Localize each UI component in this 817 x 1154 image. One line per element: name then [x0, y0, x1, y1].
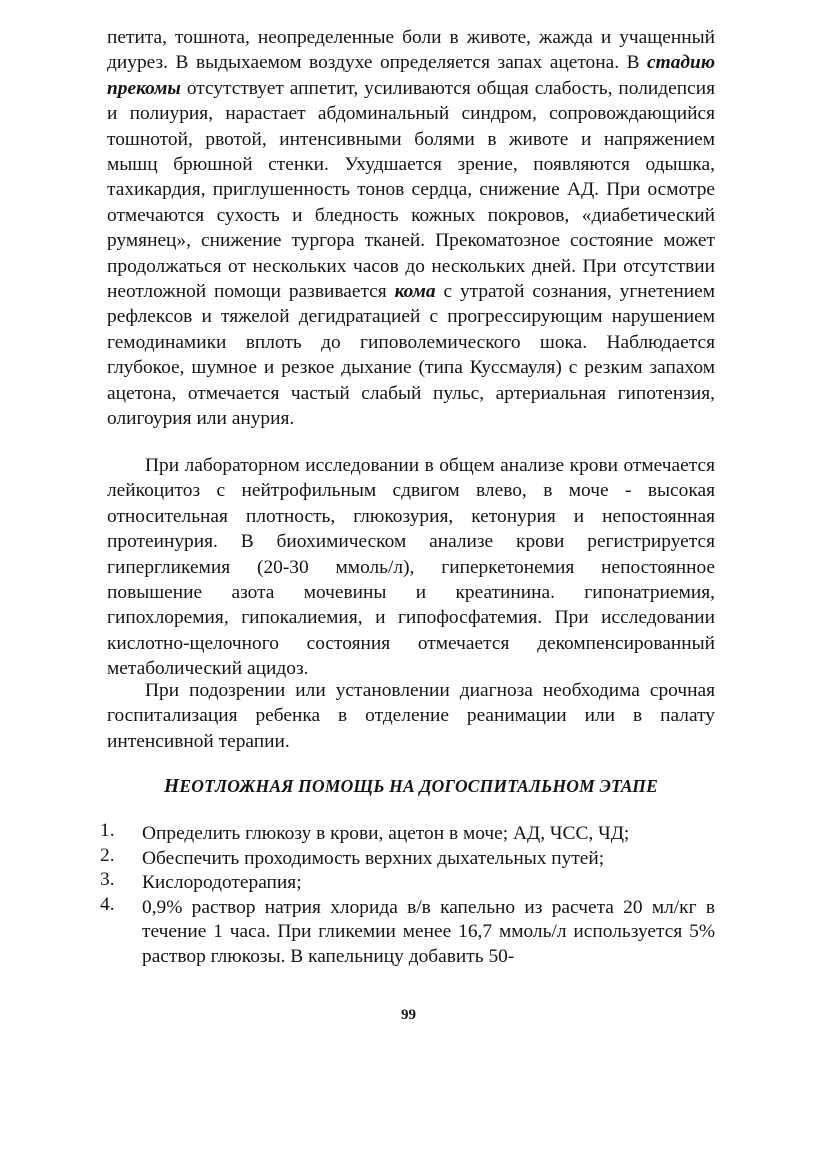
paragraph-3: [107, 678, 715, 754]
emergency-steps-list: [100, 822, 715, 970]
paragraph-2: [107, 453, 715, 682]
list-item-text: Кислородотерапия;: [142, 872, 302, 894]
section-heading: [107, 776, 715, 798]
paragraph-2-text: При лабораторном исследовании в общем анализе крови отмечается лейкоцитоз с нейтрофильным сдвигом влево, в моче - высокая относительная плотность, глюкозурия, кетонурия и непостоянная протеинурия. В биохимическом анализе крови регистрируется гипергликемия (20-30 ммоль/л), гиперкетонемия непостоянное повышение азота мочевины и креатинина. гипонатриемия, гипохлоремия, гипокалиемия, и гипофосфатемия. При исследовании кислотно-щелочного состояния отмечается декомпенсированный метаболический ацидоз.: [107, 455, 715, 680]
page-number: 99: [401, 1007, 416, 1023]
list-item-number: 4.: [100, 893, 115, 915]
list-item-text: Обеспечить проходимость верхних дыхательных путей;: [142, 847, 605, 869]
paragraph-1-text-a: петита, тошнота, неопределенные боли в животе, жажда и учащенный диурез. В выдыхаемом воздухе определяется запах ацетона. В: [107, 27, 715, 74]
paragraph-1-text-b: отсутствует аппетит, усиливаются общая слабость, полидепсия и полиурия, нарастает абдоминальный синдром, сопровождающийся тошнотой, рвотой, интенсивными болями в животе и напряжением мышц брюшной стенки. Ухудшается зрение, появляются одышка, тахикардия, приглушенность тонов сердца, снижение АД. При осмотре отмечаются сухость и бледность кожных покровов, «диабетический румянец», снижение тургора тканей. Прекоматозное состояние может продолжаться от нескольких часов до нескольких дней. При отсутствии неотложной помощи развивается: [107, 77, 715, 303]
list-item-number: 1.: [100, 820, 115, 841]
list-item-text: 0,9% раствор натрия хлорида в/в капельно из расчета 20 мл/кг в течение 1 часа. При гликемии менее 16,7 ммоль/л используется 5% раствор глюкозы. В капельницу добавить 50-: [142, 896, 715, 967]
list-item: [100, 844, 715, 872]
list-item-number: 2.: [100, 844, 115, 866]
list-item-number: 3.: [100, 869, 115, 891]
section-heading-initial: Н: [164, 776, 180, 797]
paragraph-3-text: При подозрении или установлении диагноза необходима срочная госпитализация ребенка в отделение реанимации или в палату интенсивной терапии.: [107, 680, 715, 752]
paragraph-1: [107, 25, 715, 432]
emphasis-coma: кома: [394, 281, 436, 303]
list-item: [100, 893, 715, 970]
paragraph-1-text-c: с утратой сознания, угнетением рефлексов и тяжелой дегидратацией с прогрессирующим нарушением гемодинамики вплоть до гиповолемического шока. Наблюдается глубокое, шумное и резкое дыхание (типа Куссмауля) с резким запахом ацетона, отмечается частый слабый пульс, артериальная гипотензия, олигоурия или анурия.: [107, 281, 715, 430]
section-heading-rest: ЕОТЛОЖНАЯ ПОМОЩЬ НА ДОГОСПИТАЛЬНОМ ЭТАПЕ: [179, 776, 658, 796]
list-item: [100, 822, 715, 847]
list-item: [100, 871, 715, 896]
emphasis-precoma-stage: стадию прекомы: [107, 52, 715, 99]
list-item-text: Определить глюкозу в крови, ацетон в моче; АД, ЧСС, ЧД;: [142, 823, 630, 844]
